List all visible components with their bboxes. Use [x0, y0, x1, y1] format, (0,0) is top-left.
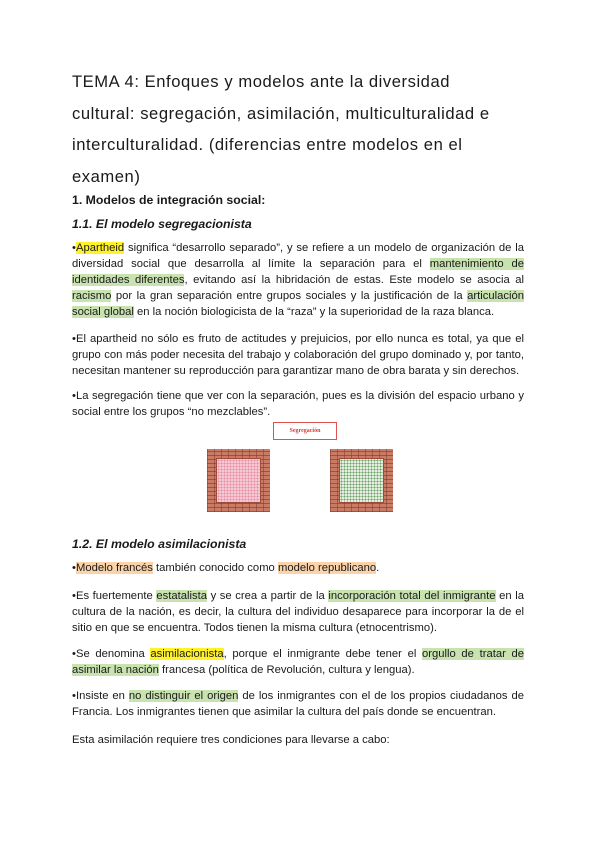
text-segment: francesa (política de Revolución, cultura y lengua).	[158, 664, 415, 676]
text-segment: y se crea a partir de la	[206, 590, 329, 602]
segregacion-figure-label: Segregación	[273, 422, 337, 440]
paragraph-condiciones: Esta asimilación requiere tres condiciones para llevarse a cabo:	[72, 734, 390, 746]
highlight-estatalista: estatalista	[156, 590, 207, 602]
highlight-asimilacionista: asimilacionista	[150, 648, 224, 660]
text-segment: también conocido como	[152, 562, 278, 574]
segregation-box-pink	[207, 449, 270, 512]
paragraph-modelo-frances	[72, 560, 524, 576]
highlight-no-distinguir: no distinguir el origen	[128, 690, 239, 702]
segregation-box-pink-inner	[216, 458, 261, 503]
highlight-incorporacion: incorporación total del inmigrante	[328, 590, 496, 602]
highlight-modelo-republicano: modelo republicano	[277, 562, 377, 574]
text-segment: •Insiste en	[72, 690, 129, 702]
bullet: •	[72, 242, 76, 254]
paragraph-segregacion: •La segregación tiene que ver con la separación, pues es la división del espacio urbano y social entre los grupos “no mezclables”.	[72, 390, 524, 418]
paragraph-no-distinguir	[72, 688, 524, 720]
title-line-4: examen)	[72, 166, 141, 186]
text-segment: .	[376, 562, 380, 574]
text-segment: •Se denomina	[72, 648, 151, 660]
segregation-box-green	[330, 449, 393, 512]
page-title	[72, 66, 524, 192]
title-line-3: interculturalidad. (diferencias entre modelos en el	[72, 135, 463, 155]
text-segment: , evitando así la hibridación de estas. Este modelo se asocia al	[184, 274, 525, 286]
paragraph-asimilacionista	[72, 646, 524, 678]
highlight-racismo: racismo	[72, 290, 112, 302]
highlight-orgullo: orgullo de tratar de asimilar la nación	[72, 648, 524, 676]
paragraph-apartheid-2: •El apartheid no sólo es fruto de actitudes y prejuicios, por ello nunca es total, ya que el grupo con más poder necesita del trabajo y colaboración del grupo dominado y, por tanto, necesitan mantener su reproducción para garantizar mano de obra barata y sin derechos.	[72, 333, 524, 377]
bullet: •	[72, 562, 76, 574]
title-line-1: TEMA 4: Enfoques y modelos ante la diversidad	[72, 72, 451, 91]
paragraph-estatalista	[72, 588, 524, 636]
text-segment: •Es fuertemente	[72, 590, 157, 602]
highlight-articulacion: articulación social global	[72, 290, 524, 318]
text-segment: significa “desarrollo separado”, y se refiere a un modelo de organización de la diversidad social que desarrolla al límite la separación para el	[72, 242, 524, 270]
section-1-heading: 1. Modelos de integración social:	[72, 193, 266, 207]
section-1-1-heading: 1.1. El modelo segregacionista	[72, 217, 252, 231]
paragraph-apartheid	[72, 240, 524, 320]
text-segment: de los inmigrantes con el de los propios ciudadanos de Francia. Los inmigrantes tienen que asimilar la cultura del país donde se encuentran.	[72, 690, 524, 718]
text-segment: , porque el inmigrante debe tener el	[223, 648, 422, 660]
segregation-box-green-inner	[339, 458, 384, 503]
section-1-2-heading: 1.2. El modelo asimilacionista	[72, 537, 247, 551]
text-segment: por la gran separación entre grupos sociales y la justificación de la	[111, 290, 468, 302]
highlight-modelo-frances: Modelo francés	[75, 562, 153, 574]
text-segment: en la cultura de la nación, es decir, la cultura del individuo desaparece para incorporar la de el sitio en que se encuentra. Todos tienen la misma cultura (etnocentrismo).	[72, 590, 524, 634]
document-page	[72, 66, 525, 746]
text-segment: en la noción biologicista de la “raza” y la superioridad de la raza blanca.	[133, 306, 495, 318]
title-line-2: cultural: segregación, asimilación, multiculturalidad e	[72, 103, 490, 123]
highlight-mantenimiento: mantenimiento de identidades diferentes	[72, 258, 524, 286]
highlight-apartheid: Apartheid	[75, 242, 125, 254]
